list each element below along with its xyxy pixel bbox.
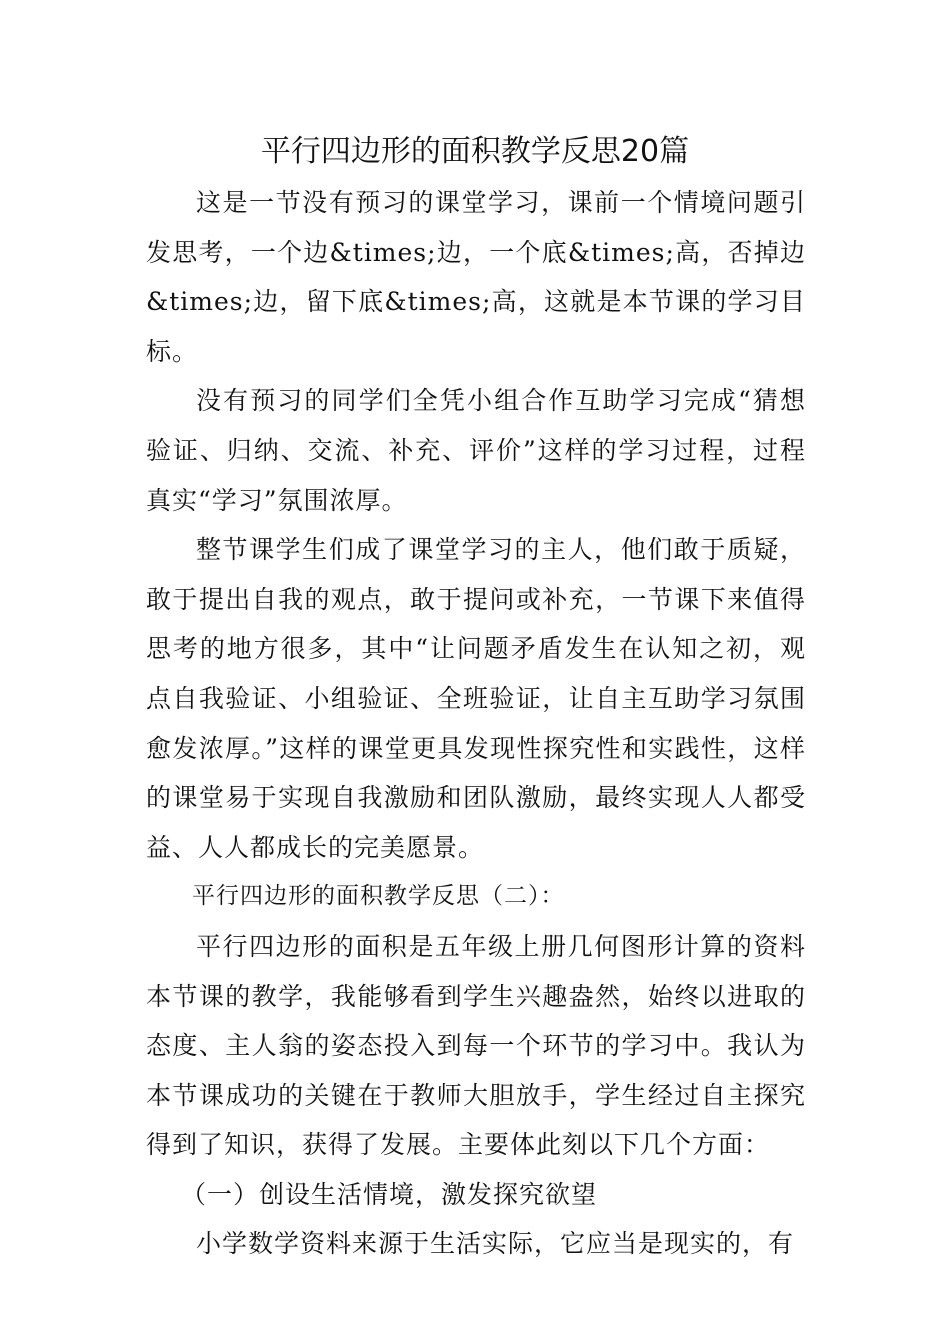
document-title: 平行四边形的面积教学反思20篇 xyxy=(260,134,690,169)
paragraph-group-learning: 没有预习的同学们全凭小组合作互助学习完成“猜想验证、归纳、交流、补充、评价”这样的学习过程，过程真实“学习”氛围浓厚。 xyxy=(146,386,806,515)
section-heading-reflection-two: 平行四边形的面积教学反思（二）： xyxy=(192,883,565,910)
paragraph-intro: 这是一节没有预习的课堂学习，课前一个情境问题引发思考，一个边&times;边，一个底&times;高，否掉边&times;边，留下底&times;高，这就是本节课的学习目标。 xyxy=(146,188,806,366)
paragraph-life-situation: 小学数学资料来源于生活实际，它应当是现实的，有 xyxy=(196,1229,795,1259)
paragraph-reflection-two: 平行四边形的面积是五年级上册几何图形计算的资料本节课的教学，我能够看到学生兴趣盎然，始终以进取的态度、主人翁的姿态投入到每一个环节的学习中。我认为本节课成功的关键在于教师大胆放手，学生经过自主探究得到了知识，获得了发展。主要体此刻以下几个方面： xyxy=(146,931,806,1160)
subheading-life-situation: （一）创设生活情境，激发探究欲望 xyxy=(181,1179,598,1209)
paragraph-students-as-masters: 整节课学生们成了课堂学习的主人，他们敢于质疑，敢于提出自我的观点，敢于提问或补充，一节课下来值得思考的地方很多，其中“让问题矛盾发生在认知之初，观点自我验证、小组验证、全班验证，让自主互助学习氛围愈发浓厚。”这样的课堂更具发现性探究性和实践性，这样的课堂易于实现自我激励和团队激励，最终实现人人都受益、人人都成长的完美愿景。 xyxy=(146,535,806,862)
document-body xyxy=(146,178,806,1269)
